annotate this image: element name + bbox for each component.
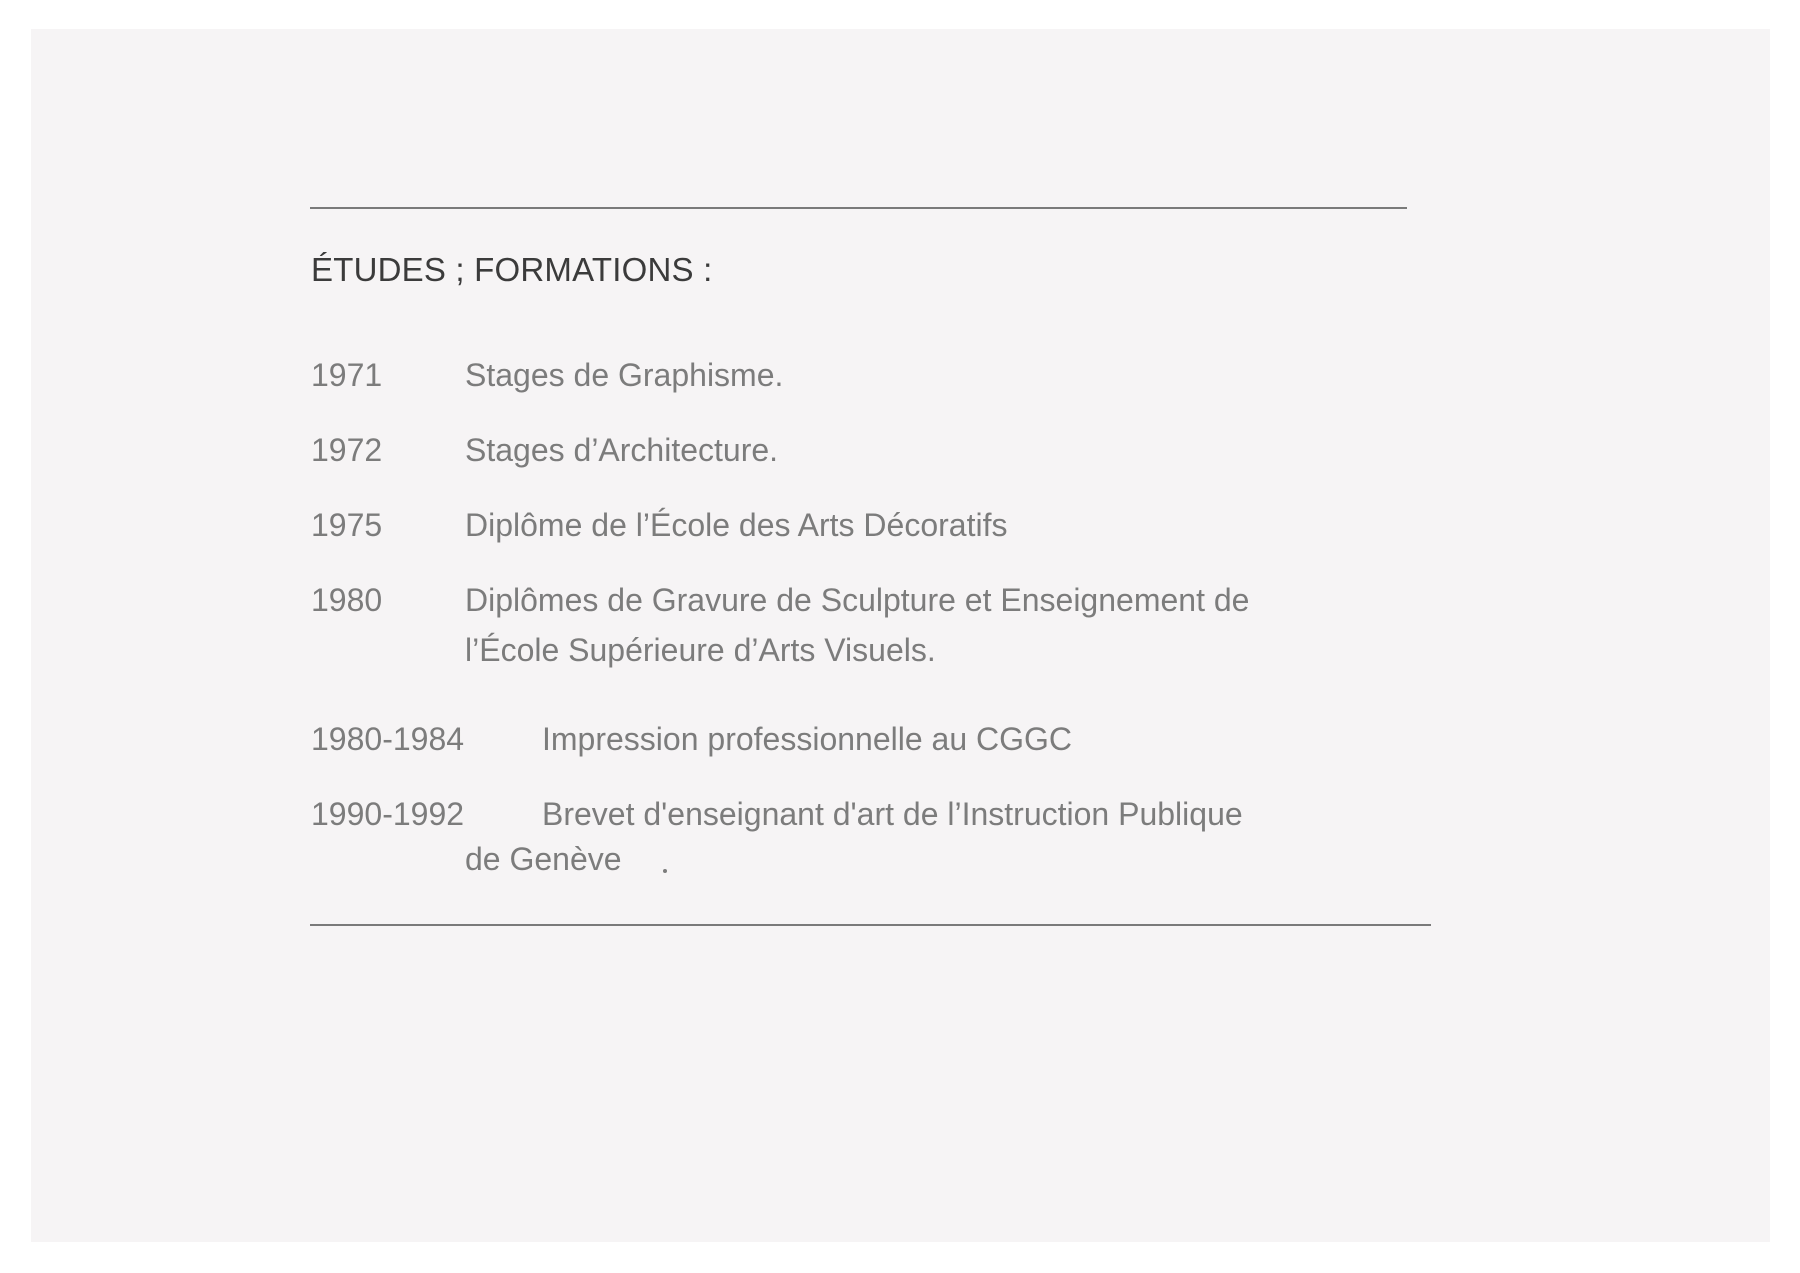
entry-text: Stages de Graphisme. — [465, 357, 784, 393]
entry-text-continuation: l’École Supérieure d’Arts Visuels. — [465, 632, 936, 668]
top-divider — [310, 207, 1407, 209]
entry-text: Impression professionnelle au CGGC — [542, 721, 1073, 757]
entry-year: 1980-1984 — [311, 721, 465, 757]
entry-text: Diplôme de l’École des Arts Décoratifs — [465, 507, 1008, 543]
entry-year: 1990-1992 — [311, 796, 465, 832]
entry-year: 1971 — [311, 357, 383, 393]
entry-year: 1980 — [311, 582, 383, 618]
stray-dot — [663, 869, 667, 873]
entry-text-continuation: de Genève — [465, 841, 622, 877]
entry-text: Brevet d'enseignant d'art de l’Instruction Publique — [542, 796, 1243, 832]
entry-year: 1972 — [311, 432, 383, 468]
bottom-divider — [310, 924, 1431, 926]
section-heading: ÉTUDES ; FORMATIONS : — [311, 251, 713, 288]
entry-text: Stages d’Architecture. — [465, 432, 779, 468]
entry-text: Diplômes de Gravure de Sculpture et Enseignement de — [465, 582, 1250, 618]
entry-year: 1975 — [311, 507, 383, 543]
